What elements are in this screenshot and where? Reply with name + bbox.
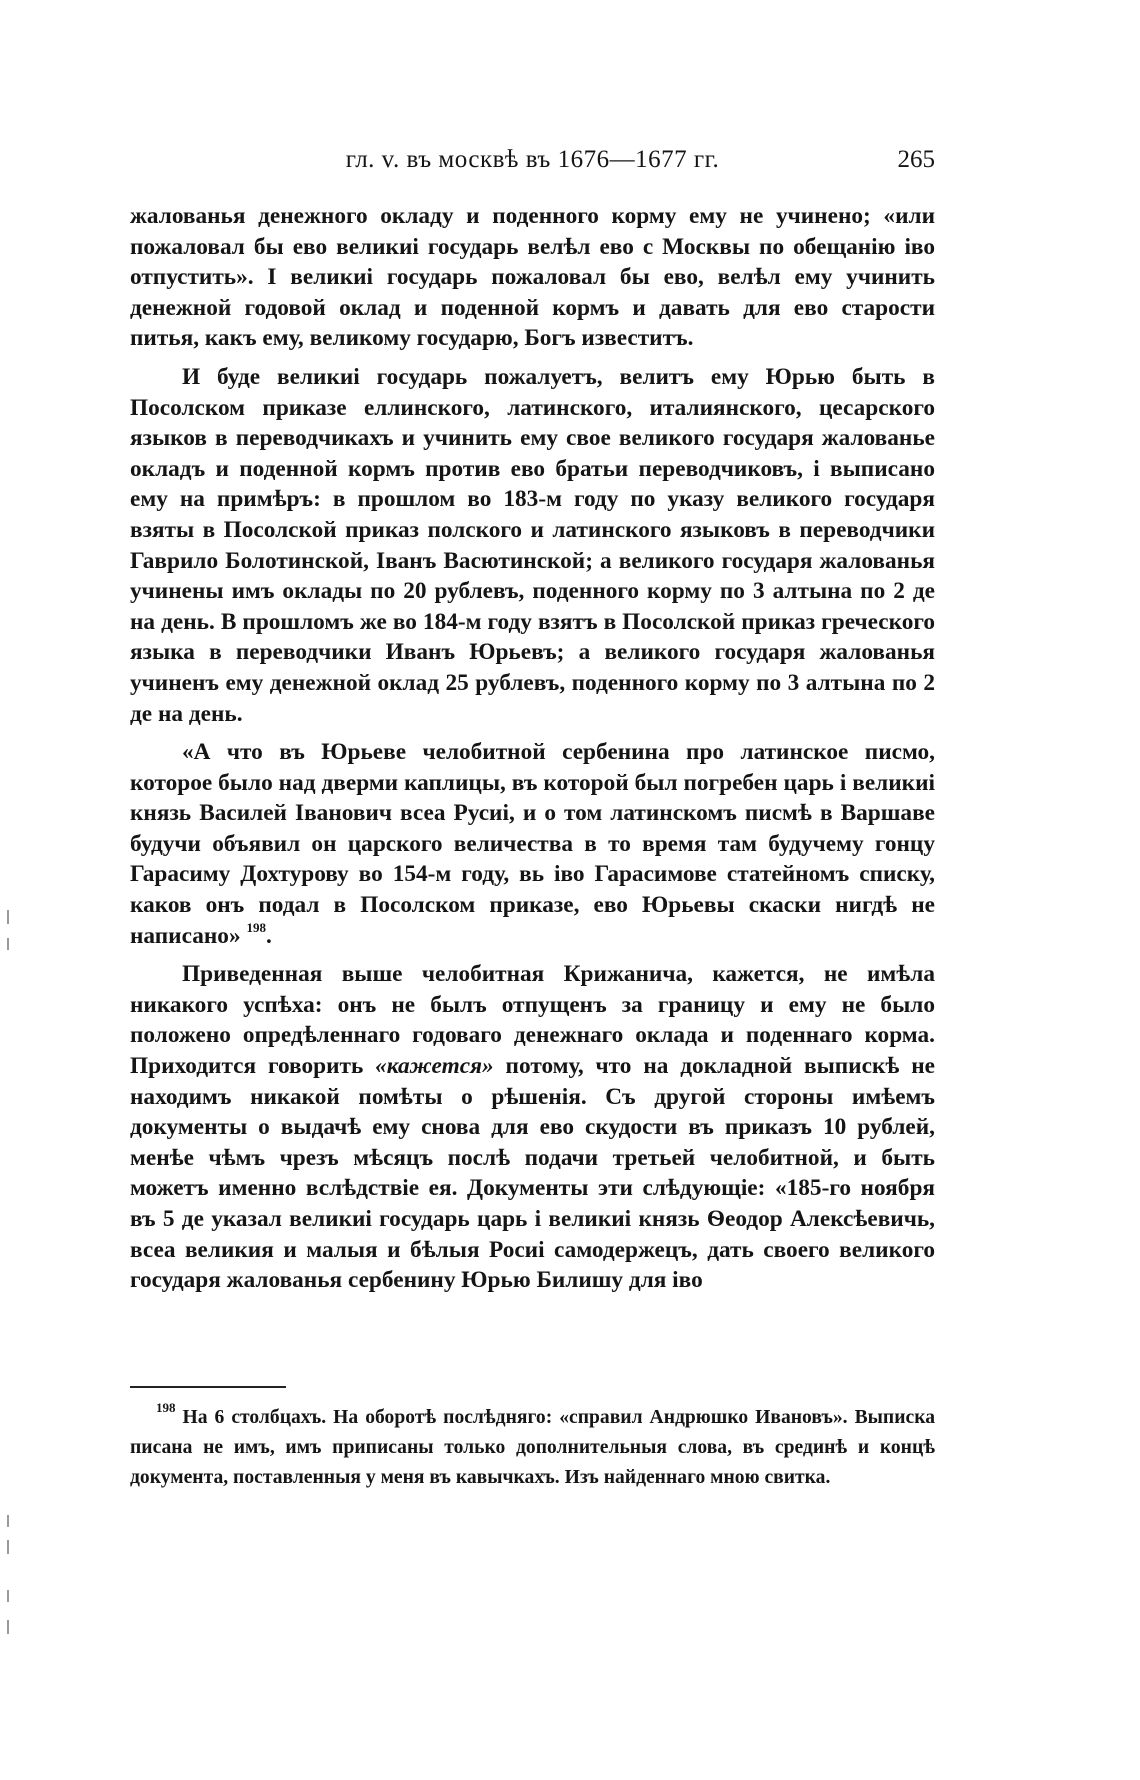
page-header [130, 146, 935, 192]
scan-mark [7, 1515, 9, 1527]
paragraph-2: И буде великиі государь пожалуетъ, велитъ ему Юрью быть в Посолском приказе еллинского, латинского, италиянского, цесарского языков в переводчикахъ и учинить ему свое великого государя жалованье окладъ и поденной кормъ против ево братьи переводчиковъ, і выписано ему на примѣръ: в прошлом во 183-м году по указу великого государя взяты в Посолской приказ полского и латинского языковъ в переводчики Гаврило Болотинской, Іванъ Васютинской; а великого государя жалованья учинены имъ оклады по 20 рублевъ, поденного корму по 3 алтына по 2 де на день. В прошломъ же во 184-м году взятъ в Посолской приказ греческого языка в переводчики Иванъ Юрьевъ; а великого государя жалованья учиненъ ему денежной оклад 25 рублевъ, поденного корму по 3 алтына по 2 де на день. [130, 363, 935, 727]
paragraph-4-text-a: Приведенная выше челобитная Крижанича, кажется, не имѣла никакого успѣха: онъ не былъ отпущенъ за границу и ему не было положено опредѣленнаго годоваго денежнаго оклада и поденнаго корма. Приходится говорить [130, 961, 935, 1080]
scan-mark [7, 1620, 9, 1634]
footnote-text: На 6 столбцахъ. На оборотѣ послѣдняго: «справил Андрюшко Ивановъ». Выписка писана не имъ, имъ приписаны только дополнительныя слова, въ срединѣ и концѣ документа, поставленныя у меня въ кавычкахъ. Изъ найденнаго мною свитка. [130, 1407, 935, 1488]
footnote [130, 1400, 935, 1492]
paragraph-3-text: «А что въ Юрьеве челобитной сербенина про латинское писмо, которое было над дверми каплицы, въ которой был погребен царь і великиі князь Василей Іванович всеа Русиі, и о том латинскомъ писмѣ в Варшаве будучи объявил он царского величества в то время там будучему гонцу Гарасиму Дохтурову во 154-м году, вь іво Гарасимове статейномъ списку, каков онъ подал в Посолском приказе, ево Юрьевы скаски нигдѣ не написано» [130, 739, 935, 949]
page-number: 265 [897, 146, 935, 173]
scan-mark [7, 1540, 9, 1554]
footnote-number: 198 [156, 1400, 176, 1415]
scan-mark [7, 910, 9, 924]
paragraph-3-end: . [265, 922, 272, 949]
scan-mark [7, 938, 9, 950]
footnote-divider [130, 1386, 286, 1388]
scan-mark [7, 1590, 9, 1602]
paragraph-3 [130, 737, 935, 951]
footnote-reference[interactable]: 198 [246, 919, 266, 935]
paragraph-4 [130, 959, 935, 1296]
paragraph-4-text-b: потому, что на докладной выпискѣ не находимъ никакой помѣты о рѣшенія. Съ другой стороны имѣемъ документы о выдачѣ ему снова для ево скудости въ приказъ 10 рублей, менѣе чѣмъ чрезъ мѣсяцъ послѣ подачи третьей челобитной, и быть можетъ именно вслѣдствіе ея. Документы эти слѣдующіе: «185-го ноября въ 5 де указал великиі государь царь і великиі князь Ѳеодор Алексѣевичь, всеа великия и малыя и бѣлыя Росиі самодержецъ, дать своего великого государя жалованья сербенину Юрью Билишу для іво [130, 1053, 935, 1294]
main-text [130, 201, 935, 1296]
paragraph-4-emphasis: «кажется» [375, 1053, 494, 1080]
running-head: гл. v. въ москвѣ въ 1676—1677 гг. [345, 146, 720, 173]
paragraph-1: жалованья денежного окладу и поденного корму ему не учинено; «или пожаловал бы ево великиі государь велѣл ево с Москвы по обещанію іво отпустить». І великиі государь пожаловал бы ево, велѣл ему учинить денежной годовой оклад и поденной кормъ и давать для ево старости питья, какъ ему, великому государю, Богъ известитъ. [130, 203, 935, 352]
scan-edge-marks [7, 0, 11, 1780]
